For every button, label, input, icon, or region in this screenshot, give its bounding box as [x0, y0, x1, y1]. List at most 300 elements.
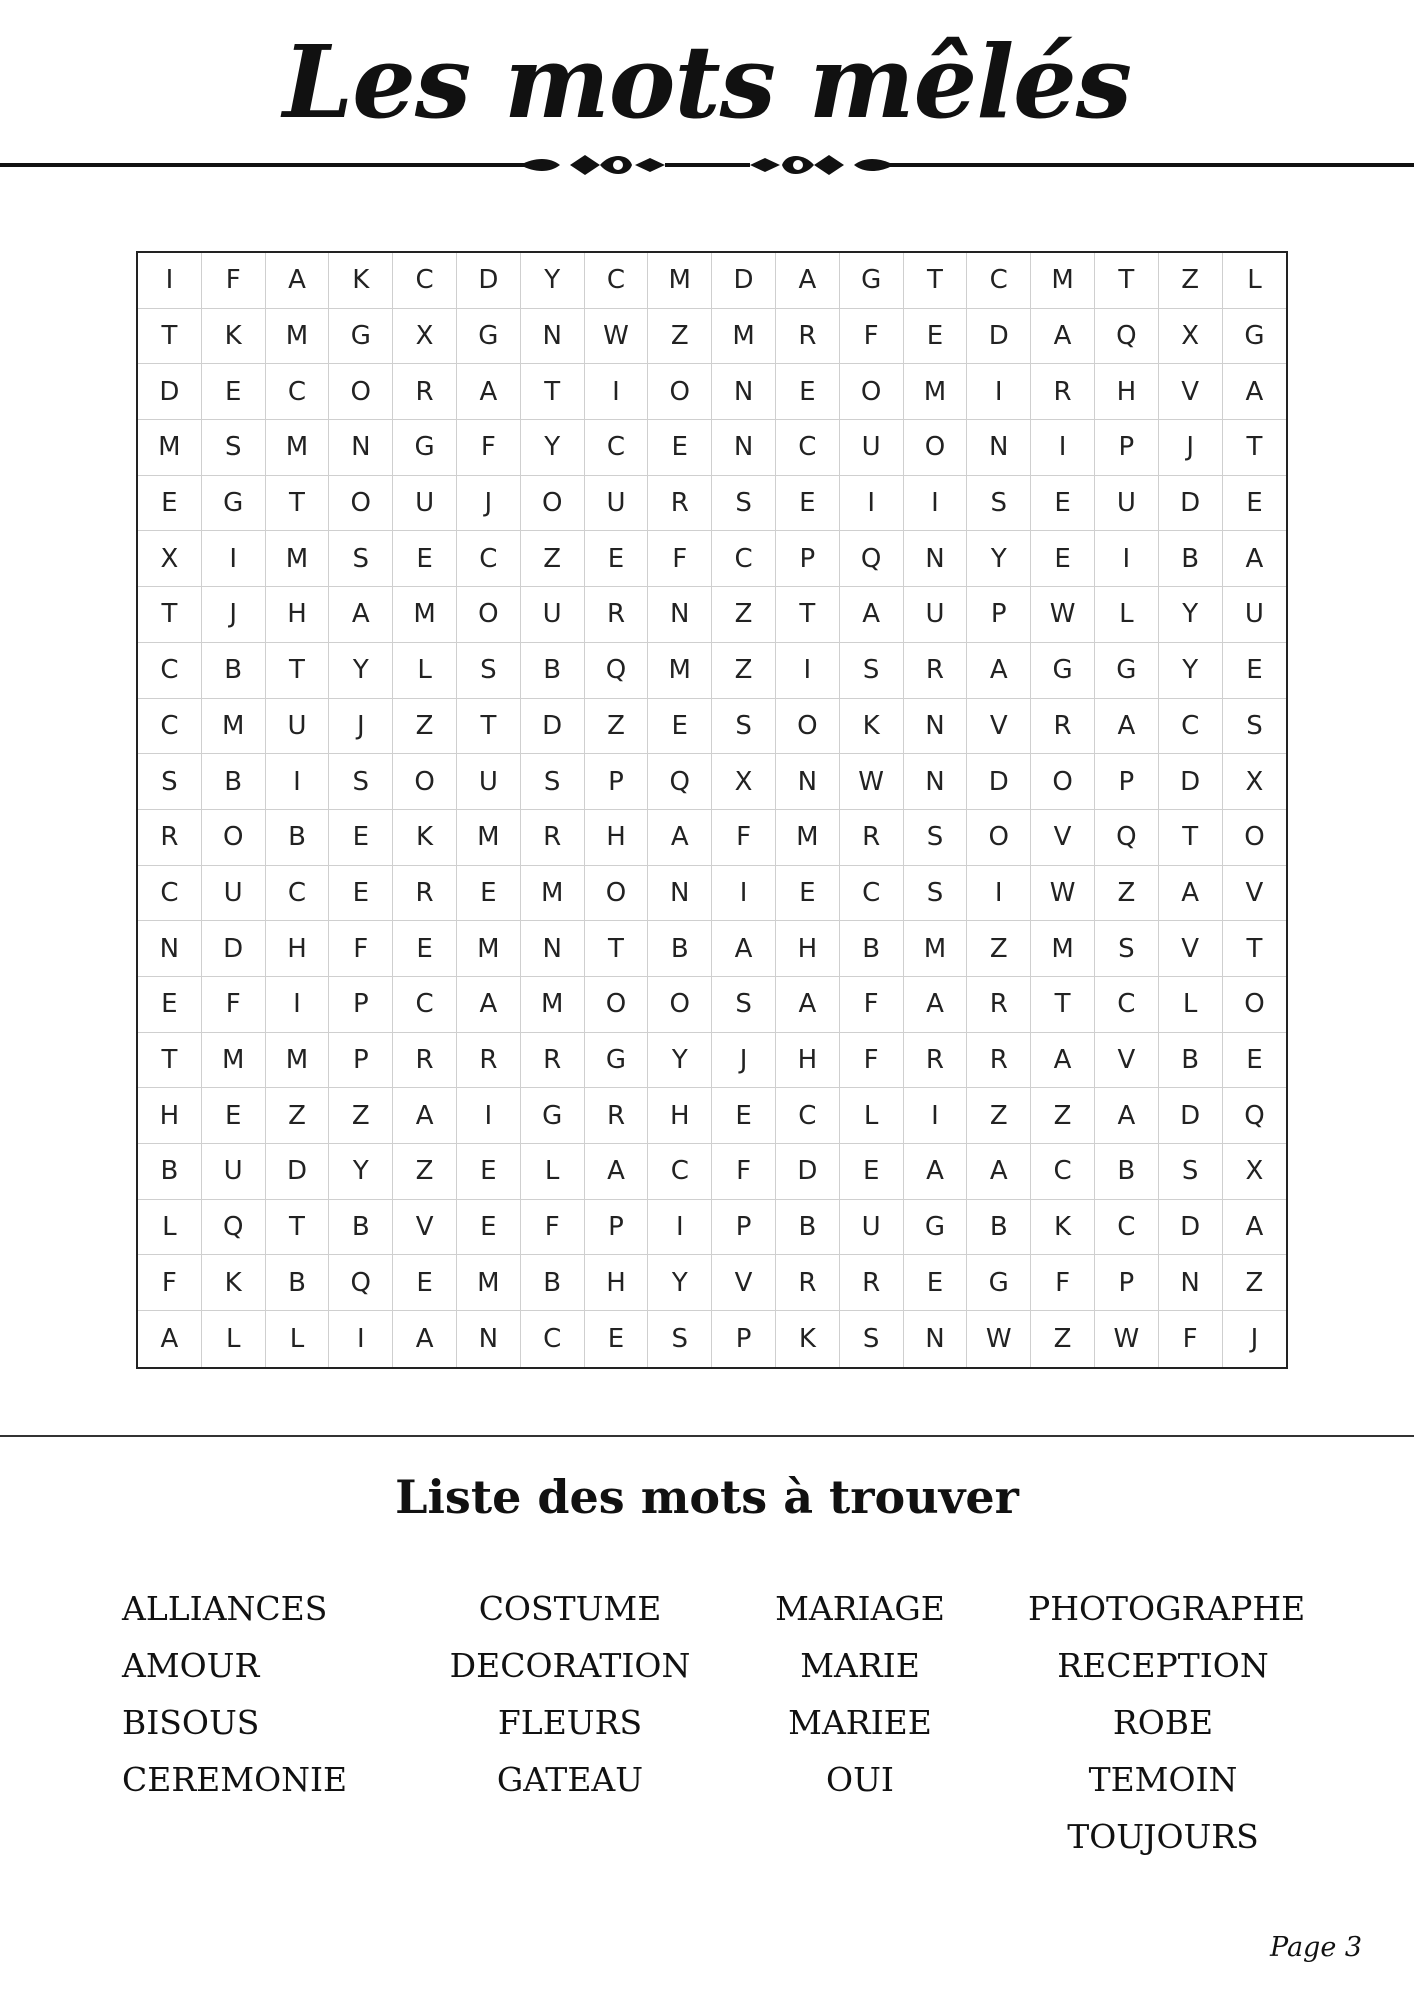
- grid-cell[interactable]: C: [521, 1311, 585, 1367]
- grid-cell[interactable]: R: [585, 1088, 649, 1144]
- grid-cell[interactable]: Y: [521, 420, 585, 476]
- grid-cell[interactable]: E: [393, 921, 457, 977]
- grid-cell[interactable]: R: [840, 1255, 904, 1311]
- grid-cell[interactable]: Z: [712, 587, 776, 643]
- grid-cell[interactable]: C: [585, 420, 649, 476]
- grid-cell[interactable]: P: [712, 1311, 776, 1367]
- grid-cell[interactable]: A: [457, 364, 521, 420]
- grid-cell[interactable]: M: [457, 810, 521, 866]
- grid-cell[interactable]: M: [266, 1033, 330, 1089]
- grid-cell[interactable]: N: [904, 1311, 968, 1367]
- grid-cell[interactable]: A: [1031, 309, 1095, 365]
- grid-cell[interactable]: A: [1159, 866, 1223, 922]
- grid-cell[interactable]: Z: [329, 1088, 393, 1144]
- grid-cell[interactable]: Z: [521, 531, 585, 587]
- grid-cell[interactable]: S: [329, 754, 393, 810]
- grid-cell[interactable]: G: [457, 309, 521, 365]
- grid-cell[interactable]: Z: [967, 921, 1031, 977]
- grid-cell[interactable]: M: [202, 699, 266, 755]
- grid-cell[interactable]: A: [1223, 1200, 1287, 1256]
- grid-cell[interactable]: A: [585, 1144, 649, 1200]
- grid-cell[interactable]: J: [457, 476, 521, 532]
- grid-cell[interactable]: D: [967, 309, 1031, 365]
- grid-cell[interactable]: N: [1159, 1255, 1223, 1311]
- grid-cell[interactable]: F: [840, 309, 904, 365]
- grid-cell[interactable]: I: [202, 531, 266, 587]
- grid-cell[interactable]: C: [138, 643, 202, 699]
- grid-cell[interactable]: A: [393, 1311, 457, 1367]
- grid-cell[interactable]: E: [904, 309, 968, 365]
- grid-cell[interactable]: L: [1095, 587, 1159, 643]
- grid-cell[interactable]: B: [1159, 1033, 1223, 1089]
- grid-cell[interactable]: Y: [648, 1033, 712, 1089]
- grid-cell[interactable]: I: [712, 866, 776, 922]
- grid-cell[interactable]: S: [1159, 1144, 1223, 1200]
- grid-cell[interactable]: O: [840, 364, 904, 420]
- grid-cell[interactable]: Q: [648, 754, 712, 810]
- grid-cell[interactable]: O: [457, 587, 521, 643]
- grid-cell[interactable]: U: [393, 476, 457, 532]
- grid-cell[interactable]: M: [648, 253, 712, 309]
- grid-cell[interactable]: Z: [1031, 1311, 1095, 1367]
- grid-cell[interactable]: E: [457, 1200, 521, 1256]
- grid-cell[interactable]: F: [202, 253, 266, 309]
- grid-cell[interactable]: A: [1095, 1088, 1159, 1144]
- grid-cell[interactable]: N: [648, 587, 712, 643]
- grid-cell[interactable]: S: [329, 531, 393, 587]
- grid-cell[interactable]: R: [457, 1033, 521, 1089]
- grid-cell[interactable]: A: [1223, 531, 1287, 587]
- grid-cell[interactable]: P: [776, 531, 840, 587]
- grid-cell[interactable]: T: [1159, 810, 1223, 866]
- grid-cell[interactable]: V: [1095, 1033, 1159, 1089]
- grid-cell[interactable]: T: [1031, 977, 1095, 1033]
- grid-cell[interactable]: W: [585, 309, 649, 365]
- grid-cell[interactable]: A: [393, 1088, 457, 1144]
- grid-cell[interactable]: A: [712, 921, 776, 977]
- grid-cell[interactable]: U: [266, 699, 330, 755]
- grid-cell[interactable]: I: [840, 476, 904, 532]
- grid-cell[interactable]: E: [393, 1255, 457, 1311]
- grid-cell[interactable]: R: [138, 810, 202, 866]
- grid-cell[interactable]: F: [457, 420, 521, 476]
- grid-cell[interactable]: D: [266, 1144, 330, 1200]
- grid-cell[interactable]: O: [904, 420, 968, 476]
- grid-cell[interactable]: E: [457, 1144, 521, 1200]
- grid-cell[interactable]: S: [138, 754, 202, 810]
- grid-cell[interactable]: T: [266, 1200, 330, 1256]
- grid-cell[interactable]: C: [393, 253, 457, 309]
- grid-cell[interactable]: T: [266, 476, 330, 532]
- grid-cell[interactable]: F: [712, 810, 776, 866]
- grid-cell[interactable]: I: [904, 1088, 968, 1144]
- grid-cell[interactable]: O: [521, 476, 585, 532]
- grid-cell[interactable]: C: [457, 531, 521, 587]
- grid-cell[interactable]: F: [1159, 1311, 1223, 1367]
- grid-cell[interactable]: G: [904, 1200, 968, 1256]
- grid-cell[interactable]: T: [138, 1033, 202, 1089]
- grid-cell[interactable]: F: [712, 1144, 776, 1200]
- grid-cell[interactable]: T: [266, 643, 330, 699]
- grid-cell[interactable]: C: [1159, 699, 1223, 755]
- grid-cell[interactable]: E: [329, 866, 393, 922]
- grid-cell[interactable]: E: [904, 1255, 968, 1311]
- grid-cell[interactable]: B: [521, 643, 585, 699]
- grid-cell[interactable]: Q: [202, 1200, 266, 1256]
- grid-cell[interactable]: K: [329, 253, 393, 309]
- grid-cell[interactable]: Z: [967, 1088, 1031, 1144]
- grid-cell[interactable]: C: [776, 420, 840, 476]
- grid-cell[interactable]: N: [329, 420, 393, 476]
- grid-cell[interactable]: M: [776, 810, 840, 866]
- grid-cell[interactable]: T: [521, 364, 585, 420]
- grid-cell[interactable]: O: [776, 699, 840, 755]
- grid-cell[interactable]: U: [1223, 587, 1287, 643]
- grid-cell[interactable]: D: [1159, 754, 1223, 810]
- grid-cell[interactable]: C: [266, 364, 330, 420]
- grid-cell[interactable]: X: [1223, 754, 1287, 810]
- grid-cell[interactable]: F: [138, 1255, 202, 1311]
- grid-cell[interactable]: P: [1095, 1255, 1159, 1311]
- grid-cell[interactable]: Q: [1095, 309, 1159, 365]
- grid-cell[interactable]: G: [585, 1033, 649, 1089]
- grid-cell[interactable]: E: [648, 699, 712, 755]
- grid-cell[interactable]: T: [1223, 921, 1287, 977]
- grid-cell[interactable]: C: [712, 531, 776, 587]
- grid-cell[interactable]: O: [1031, 754, 1095, 810]
- grid-cell[interactable]: Y: [967, 531, 1031, 587]
- grid-cell[interactable]: B: [521, 1255, 585, 1311]
- grid-cell[interactable]: L: [840, 1088, 904, 1144]
- grid-cell[interactable]: O: [329, 476, 393, 532]
- grid-cell[interactable]: S: [202, 420, 266, 476]
- grid-cell[interactable]: E: [138, 476, 202, 532]
- grid-cell[interactable]: E: [1223, 1033, 1287, 1089]
- grid-cell[interactable]: E: [648, 420, 712, 476]
- grid-cell[interactable]: G: [1223, 309, 1287, 365]
- grid-cell[interactable]: K: [776, 1311, 840, 1367]
- grid-cell[interactable]: P: [1095, 754, 1159, 810]
- grid-cell[interactable]: C: [1095, 1200, 1159, 1256]
- grid-cell[interactable]: I: [1095, 531, 1159, 587]
- grid-cell[interactable]: P: [967, 587, 1031, 643]
- grid-cell[interactable]: I: [266, 977, 330, 1033]
- grid-cell[interactable]: T: [1095, 253, 1159, 309]
- grid-cell[interactable]: D: [521, 699, 585, 755]
- grid-cell[interactable]: L: [138, 1200, 202, 1256]
- grid-cell[interactable]: D: [967, 754, 1031, 810]
- grid-cell[interactable]: N: [967, 420, 1031, 476]
- grid-cell[interactable]: T: [138, 587, 202, 643]
- grid-cell[interactable]: T: [904, 253, 968, 309]
- grid-cell[interactable]: H: [266, 921, 330, 977]
- grid-cell[interactable]: V: [1159, 921, 1223, 977]
- grid-cell[interactable]: A: [776, 977, 840, 1033]
- grid-cell[interactable]: A: [138, 1311, 202, 1367]
- grid-cell[interactable]: F: [329, 921, 393, 977]
- grid-cell[interactable]: D: [457, 253, 521, 309]
- grid-cell[interactable]: X: [1223, 1144, 1287, 1200]
- grid-cell[interactable]: K: [1031, 1200, 1095, 1256]
- grid-cell[interactable]: M: [266, 420, 330, 476]
- grid-cell[interactable]: I: [648, 1200, 712, 1256]
- grid-cell[interactable]: N: [521, 921, 585, 977]
- grid-cell[interactable]: M: [393, 587, 457, 643]
- grid-cell[interactable]: D: [1159, 1088, 1223, 1144]
- grid-cell[interactable]: O: [202, 810, 266, 866]
- grid-cell[interactable]: S: [1095, 921, 1159, 977]
- grid-cell[interactable]: E: [1223, 476, 1287, 532]
- grid-cell[interactable]: U: [1095, 476, 1159, 532]
- grid-cell[interactable]: L: [521, 1144, 585, 1200]
- grid-cell[interactable]: F: [840, 1033, 904, 1089]
- grid-cell[interactable]: Q: [1095, 810, 1159, 866]
- grid-cell[interactable]: V: [967, 699, 1031, 755]
- grid-cell[interactable]: J: [329, 699, 393, 755]
- grid-cell[interactable]: Y: [1159, 643, 1223, 699]
- grid-cell[interactable]: B: [648, 921, 712, 977]
- grid-cell[interactable]: E: [202, 1088, 266, 1144]
- grid-cell[interactable]: M: [521, 977, 585, 1033]
- grid-cell[interactable]: C: [585, 253, 649, 309]
- grid-cell[interactable]: M: [1031, 921, 1095, 977]
- grid-cell[interactable]: B: [1095, 1144, 1159, 1200]
- grid-cell[interactable]: E: [585, 531, 649, 587]
- grid-cell[interactable]: Y: [521, 253, 585, 309]
- grid-cell[interactable]: W: [1031, 587, 1095, 643]
- grid-cell[interactable]: B: [840, 921, 904, 977]
- grid-cell[interactable]: G: [840, 253, 904, 309]
- grid-cell[interactable]: R: [776, 1255, 840, 1311]
- grid-cell[interactable]: N: [904, 531, 968, 587]
- grid-cell[interactable]: Y: [648, 1255, 712, 1311]
- grid-cell[interactable]: I: [967, 866, 1031, 922]
- grid-cell[interactable]: M: [266, 531, 330, 587]
- grid-cell[interactable]: E: [776, 866, 840, 922]
- grid-cell[interactable]: C: [1095, 977, 1159, 1033]
- grid-cell[interactable]: O: [393, 754, 457, 810]
- grid-cell[interactable]: I: [904, 476, 968, 532]
- grid-cell[interactable]: O: [967, 810, 1031, 866]
- grid-cell[interactable]: A: [1223, 364, 1287, 420]
- grid-cell[interactable]: R: [393, 866, 457, 922]
- grid-cell[interactable]: Q: [840, 531, 904, 587]
- grid-cell[interactable]: I: [329, 1311, 393, 1367]
- grid-cell[interactable]: B: [266, 1255, 330, 1311]
- grid-cell[interactable]: K: [202, 1255, 266, 1311]
- grid-cell[interactable]: C: [393, 977, 457, 1033]
- grid-cell[interactable]: E: [393, 531, 457, 587]
- grid-cell[interactable]: Z: [1095, 866, 1159, 922]
- grid-cell[interactable]: F: [1031, 1255, 1095, 1311]
- grid-cell[interactable]: H: [776, 921, 840, 977]
- grid-cell[interactable]: G: [202, 476, 266, 532]
- grid-cell[interactable]: B: [138, 1144, 202, 1200]
- grid-cell[interactable]: T: [776, 587, 840, 643]
- grid-cell[interactable]: E: [776, 476, 840, 532]
- grid-cell[interactable]: D: [138, 364, 202, 420]
- grid-cell[interactable]: G: [1031, 643, 1095, 699]
- grid-cell[interactable]: H: [585, 810, 649, 866]
- grid-cell[interactable]: O: [329, 364, 393, 420]
- grid-cell[interactable]: Q: [585, 643, 649, 699]
- grid-cell[interactable]: D: [776, 1144, 840, 1200]
- grid-cell[interactable]: K: [840, 699, 904, 755]
- grid-cell[interactable]: Y: [329, 643, 393, 699]
- grid-cell[interactable]: C: [840, 866, 904, 922]
- grid-cell[interactable]: U: [840, 420, 904, 476]
- grid-cell[interactable]: S: [904, 810, 968, 866]
- grid-cell[interactable]: R: [1031, 699, 1095, 755]
- grid-cell[interactable]: G: [521, 1088, 585, 1144]
- grid-cell[interactable]: E: [712, 1088, 776, 1144]
- grid-cell[interactable]: I: [585, 364, 649, 420]
- grid-cell[interactable]: M: [904, 921, 968, 977]
- grid-cell[interactable]: U: [904, 587, 968, 643]
- grid-cell[interactable]: P: [1095, 420, 1159, 476]
- grid-cell[interactable]: E: [329, 810, 393, 866]
- grid-cell[interactable]: M: [712, 309, 776, 365]
- grid-cell[interactable]: Z: [1223, 1255, 1287, 1311]
- grid-cell[interactable]: T: [138, 309, 202, 365]
- grid-cell[interactable]: H: [776, 1033, 840, 1089]
- grid-cell[interactable]: X: [138, 531, 202, 587]
- grid-cell[interactable]: M: [202, 1033, 266, 1089]
- grid-cell[interactable]: H: [585, 1255, 649, 1311]
- grid-cell[interactable]: S: [1223, 699, 1287, 755]
- grid-cell[interactable]: E: [202, 364, 266, 420]
- grid-cell[interactable]: M: [138, 420, 202, 476]
- grid-cell[interactable]: C: [967, 253, 1031, 309]
- grid-cell[interactable]: K: [393, 810, 457, 866]
- grid-cell[interactable]: F: [521, 1200, 585, 1256]
- grid-cell[interactable]: W: [840, 754, 904, 810]
- grid-cell[interactable]: A: [967, 1144, 1031, 1200]
- grid-cell[interactable]: S: [712, 699, 776, 755]
- grid-cell[interactable]: A: [648, 810, 712, 866]
- grid-cell[interactable]: V: [712, 1255, 776, 1311]
- grid-cell[interactable]: R: [904, 643, 968, 699]
- grid-cell[interactable]: U: [840, 1200, 904, 1256]
- grid-cell[interactable]: N: [712, 420, 776, 476]
- grid-cell[interactable]: N: [776, 754, 840, 810]
- grid-cell[interactable]: M: [648, 643, 712, 699]
- grid-cell[interactable]: Z: [393, 1144, 457, 1200]
- grid-cell[interactable]: V: [1031, 810, 1095, 866]
- grid-cell[interactable]: C: [138, 699, 202, 755]
- grid-cell[interactable]: X: [1159, 309, 1223, 365]
- grid-cell[interactable]: A: [776, 253, 840, 309]
- grid-cell[interactable]: E: [776, 364, 840, 420]
- grid-cell[interactable]: R: [1031, 364, 1095, 420]
- grid-cell[interactable]: V: [1159, 364, 1223, 420]
- grid-cell[interactable]: L: [393, 643, 457, 699]
- grid-cell[interactable]: Z: [585, 699, 649, 755]
- grid-cell[interactable]: R: [840, 810, 904, 866]
- grid-cell[interactable]: O: [648, 977, 712, 1033]
- grid-cell[interactable]: M: [1031, 253, 1095, 309]
- grid-cell[interactable]: O: [585, 977, 649, 1033]
- grid-cell[interactable]: M: [521, 866, 585, 922]
- grid-cell[interactable]: G: [329, 309, 393, 365]
- grid-cell[interactable]: R: [521, 810, 585, 866]
- grid-cell[interactable]: X: [712, 754, 776, 810]
- grid-cell[interactable]: E: [1223, 643, 1287, 699]
- grid-cell[interactable]: M: [457, 921, 521, 977]
- grid-cell[interactable]: E: [1031, 531, 1095, 587]
- grid-cell[interactable]: H: [1095, 364, 1159, 420]
- grid-cell[interactable]: E: [457, 866, 521, 922]
- grid-cell[interactable]: P: [712, 1200, 776, 1256]
- grid-cell[interactable]: Z: [648, 309, 712, 365]
- grid-cell[interactable]: A: [904, 977, 968, 1033]
- grid-cell[interactable]: G: [1095, 643, 1159, 699]
- grid-cell[interactable]: B: [329, 1200, 393, 1256]
- grid-cell[interactable]: N: [457, 1311, 521, 1367]
- grid-cell[interactable]: A: [1095, 699, 1159, 755]
- grid-cell[interactable]: E: [840, 1144, 904, 1200]
- grid-cell[interactable]: D: [712, 253, 776, 309]
- grid-cell[interactable]: W: [1095, 1311, 1159, 1367]
- grid-cell[interactable]: H: [138, 1088, 202, 1144]
- grid-cell[interactable]: N: [521, 309, 585, 365]
- grid-cell[interactable]: M: [457, 1255, 521, 1311]
- grid-cell[interactable]: Y: [329, 1144, 393, 1200]
- grid-cell[interactable]: S: [521, 754, 585, 810]
- grid-cell[interactable]: S: [457, 643, 521, 699]
- grid-cell[interactable]: C: [776, 1088, 840, 1144]
- grid-cell[interactable]: N: [648, 866, 712, 922]
- grid-cell[interactable]: Z: [393, 699, 457, 755]
- grid-cell[interactable]: Y: [1159, 587, 1223, 643]
- grid-cell[interactable]: U: [521, 587, 585, 643]
- grid-cell[interactable]: R: [585, 587, 649, 643]
- grid-cell[interactable]: B: [202, 754, 266, 810]
- grid-cell[interactable]: C: [1031, 1144, 1095, 1200]
- grid-cell[interactable]: N: [138, 921, 202, 977]
- grid-cell[interactable]: Q: [1223, 1088, 1287, 1144]
- grid-cell[interactable]: I: [776, 643, 840, 699]
- grid-cell[interactable]: D: [202, 921, 266, 977]
- grid-cell[interactable]: L: [266, 1311, 330, 1367]
- grid-cell[interactable]: O: [1223, 810, 1287, 866]
- grid-cell[interactable]: A: [1031, 1033, 1095, 1089]
- grid-cell[interactable]: P: [329, 977, 393, 1033]
- grid-cell[interactable]: J: [202, 587, 266, 643]
- grid-cell[interactable]: F: [202, 977, 266, 1033]
- grid-cell[interactable]: P: [585, 1200, 649, 1256]
- grid-cell[interactable]: B: [967, 1200, 1031, 1256]
- grid-cell[interactable]: F: [648, 531, 712, 587]
- grid-cell[interactable]: D: [1159, 1200, 1223, 1256]
- grid-cell[interactable]: R: [967, 977, 1031, 1033]
- grid-cell[interactable]: O: [1223, 977, 1287, 1033]
- grid-cell[interactable]: C: [648, 1144, 712, 1200]
- grid-cell[interactable]: P: [329, 1033, 393, 1089]
- grid-cell[interactable]: B: [1159, 531, 1223, 587]
- grid-cell[interactable]: I: [967, 364, 1031, 420]
- grid-cell[interactable]: E: [1031, 476, 1095, 532]
- grid-cell[interactable]: S: [712, 977, 776, 1033]
- grid-cell[interactable]: M: [904, 364, 968, 420]
- grid-cell[interactable]: J: [712, 1033, 776, 1089]
- grid-cell[interactable]: E: [138, 977, 202, 1033]
- grid-cell[interactable]: A: [266, 253, 330, 309]
- grid-cell[interactable]: N: [904, 699, 968, 755]
- grid-cell[interactable]: T: [585, 921, 649, 977]
- grid-cell[interactable]: Z: [266, 1088, 330, 1144]
- grid-cell[interactable]: X: [393, 309, 457, 365]
